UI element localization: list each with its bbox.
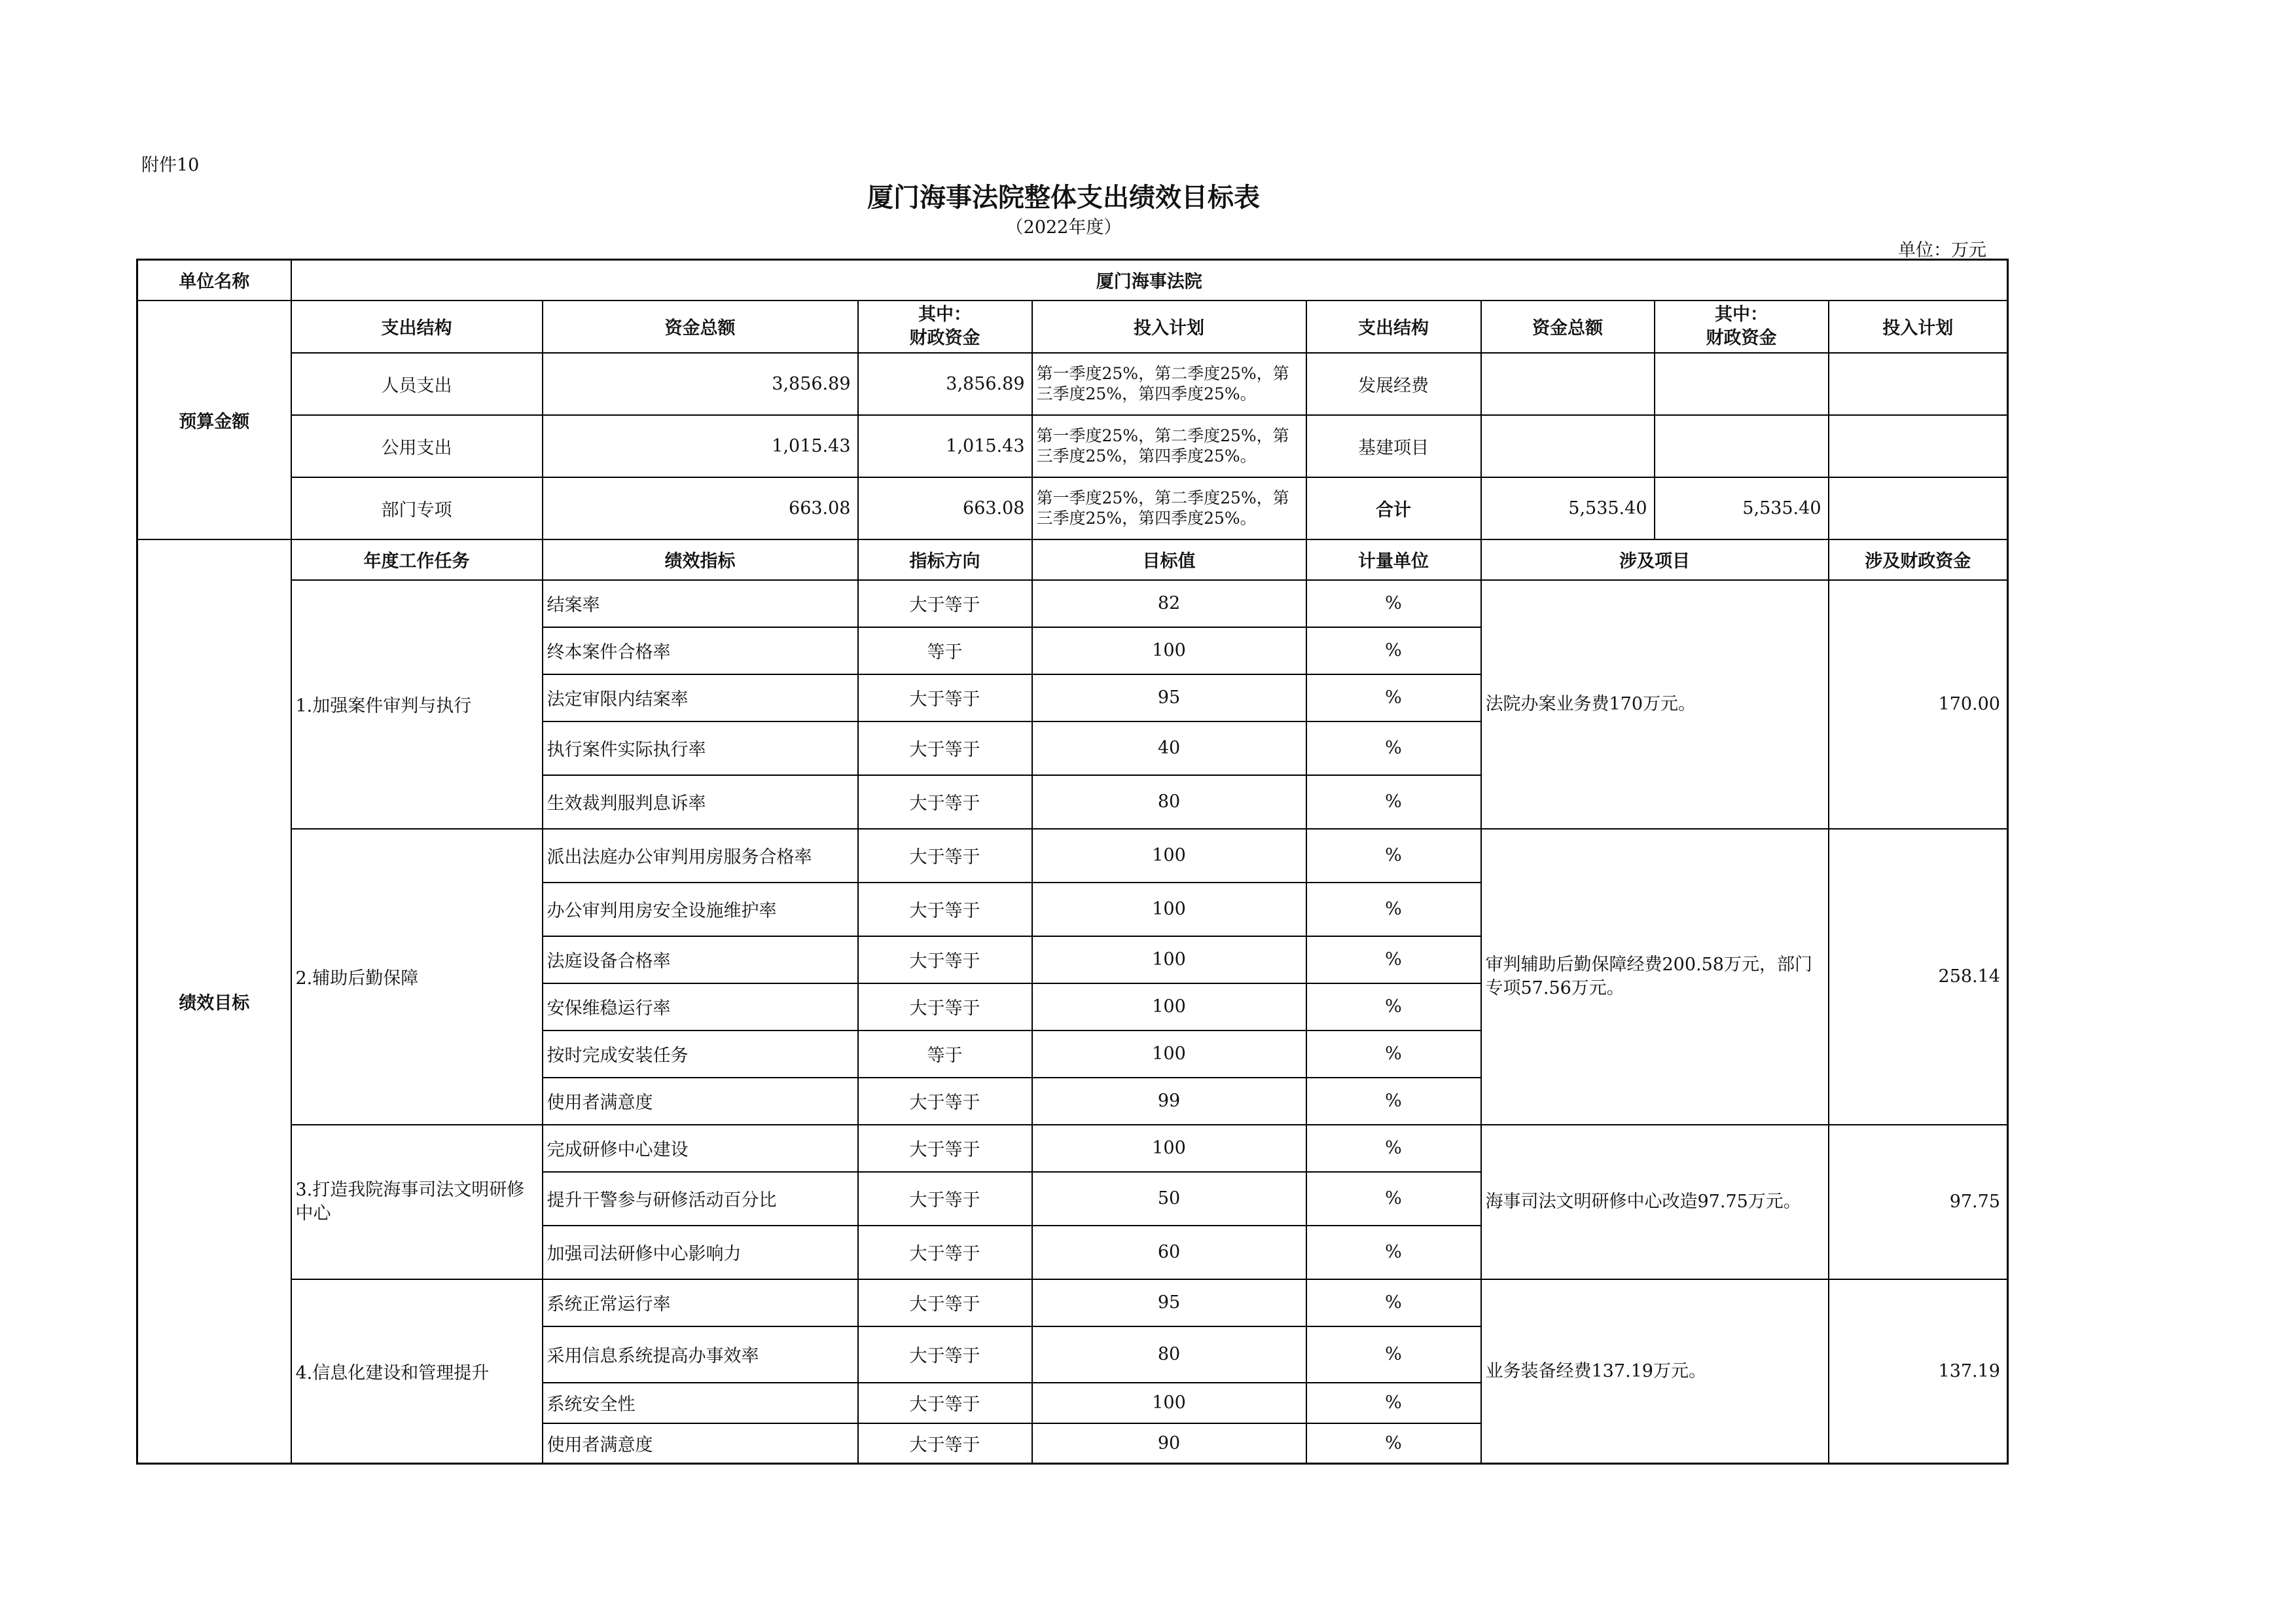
indicator-direction: 大于等于 (858, 721, 1032, 775)
indicator-name: 采用信息系统提高办事效率 (543, 1326, 858, 1383)
performance-header: 目标值 (1032, 539, 1306, 580)
budget-label: 预算金额 (137, 301, 291, 539)
budget-structure-2: 基建项目 (1306, 415, 1481, 477)
indicator-direction: 大于等于 (858, 775, 1032, 829)
budget-header: 其中： 财政资金 (1655, 301, 1829, 353)
budget-total: 663.08 (543, 477, 858, 539)
indicator-direction: 等于 (858, 627, 1032, 674)
indicator-target: 100 (1032, 1383, 1306, 1423)
indicator-target: 60 (1032, 1226, 1306, 1279)
indicator-target: 40 (1032, 721, 1306, 775)
budget-header: 投入计划 (1829, 301, 2008, 353)
budget-total: 3,856.89 (543, 353, 858, 415)
indicator-unit: % (1306, 883, 1481, 936)
budget-total-label: 合计 (1306, 477, 1481, 539)
indicator-row (137, 580, 2008, 627)
budget-structure: 人员支出 (291, 353, 543, 415)
indicator-target: 100 (1032, 829, 1306, 883)
indicator-target: 100 (1032, 1030, 1306, 1078)
indicator-target: 99 (1032, 1078, 1306, 1125)
indicator-name: 法庭设备合格率 (543, 936, 858, 983)
indicator-name: 结案率 (543, 580, 858, 627)
unit-label: 单位：万元 (1898, 240, 1986, 261)
performance-header: 计量单位 (1306, 539, 1481, 580)
indicator-name: 派出法庭办公审判用房服务合格率 (543, 829, 858, 883)
budget-header: 资金总额 (1481, 301, 1655, 353)
indicator-unit: % (1306, 1326, 1481, 1383)
task-name: 4.信息化建设和管理提升 (291, 1279, 543, 1464)
budget-plan: 第一季度25%，第二季度25%，第三季度25%，第四季度25%。 (1032, 415, 1306, 477)
related-funds: 97.75 (1829, 1125, 2008, 1279)
attachment-label: 附件10 (141, 155, 200, 175)
indicator-name: 执行案件实际执行率 (543, 721, 858, 775)
budget-fiscal: 663.08 (858, 477, 1032, 539)
related-project: 业务装备经费137.19万元。 (1481, 1279, 1829, 1464)
budget-structure-2: 发展经费 (1306, 353, 1481, 415)
budget-fiscal: 3,856.89 (858, 353, 1032, 415)
indicator-unit: % (1306, 721, 1481, 775)
indicator-direction: 大于等于 (858, 983, 1032, 1030)
indicator-target: 50 (1032, 1172, 1306, 1226)
indicator-target: 95 (1032, 674, 1306, 721)
indicator-unit: % (1306, 775, 1481, 829)
performance-header: 涉及项目 (1481, 539, 1829, 580)
indicator-target: 90 (1032, 1423, 1306, 1464)
indicator-name: 使用者满意度 (543, 1423, 858, 1464)
indicator-row (137, 829, 2008, 883)
indicator-direction: 大于等于 (858, 936, 1032, 983)
related-funds: 170.00 (1829, 580, 2008, 829)
indicator-row (137, 1279, 2008, 1326)
indicator-name: 办公审判用房安全设施维护率 (543, 883, 858, 936)
task-name: 2.辅助后勤保障 (291, 829, 543, 1125)
indicator-name: 生效裁判服判息诉率 (543, 775, 858, 829)
budget-fiscal-2 (1655, 353, 1829, 415)
indicator-unit: % (1306, 1172, 1481, 1226)
budget-row (137, 477, 2008, 539)
indicator-unit: % (1306, 674, 1481, 721)
budget-plan: 第一季度25%，第二季度25%，第三季度25%，第四季度25%。 (1032, 477, 1306, 539)
year-subtitle: （2022年度） (1005, 217, 1122, 238)
indicator-name: 安保维稳运行率 (543, 983, 858, 1030)
indicator-unit: % (1306, 1423, 1481, 1464)
indicator-unit: % (1306, 1078, 1481, 1125)
budget-plan-2 (1829, 415, 2008, 477)
indicator-direction: 大于等于 (858, 1078, 1032, 1125)
performance-header: 指标方向 (858, 539, 1032, 580)
indicator-direction: 大于等于 (858, 580, 1032, 627)
indicator-unit: % (1306, 1279, 1481, 1326)
budget-header-row (137, 301, 2008, 353)
indicator-name: 终本案件合格率 (543, 627, 858, 674)
task-name: 3.打造我院海事司法文明研修中心 (291, 1125, 543, 1279)
indicator-direction: 大于等于 (858, 1383, 1032, 1423)
indicator-target: 100 (1032, 627, 1306, 674)
indicator-direction: 大于等于 (858, 1423, 1032, 1464)
budget-header: 支出结构 (1306, 301, 1481, 353)
indicator-target: 100 (1032, 1125, 1306, 1172)
performance-header: 绩效指标 (543, 539, 858, 580)
performance-table (136, 259, 2009, 1465)
indicator-unit: % (1306, 1226, 1481, 1279)
indicator-direction: 大于等于 (858, 883, 1032, 936)
related-project: 海事司法文明研修中心改造97.75万元。 (1481, 1125, 1829, 1279)
indicator-direction: 大于等于 (858, 1279, 1032, 1326)
unit-row (137, 260, 2008, 301)
indicator-name: 提升干警参与研修活动百分比 (543, 1172, 858, 1226)
indicator-row (137, 1125, 2008, 1172)
budget-row (137, 415, 2008, 477)
indicator-direction: 大于等于 (858, 1226, 1032, 1279)
budget-plan-2 (1829, 353, 2008, 415)
budget-header: 其中： 财政资金 (858, 301, 1032, 353)
unit-name-value: 厦门海事法院 (291, 260, 2008, 301)
indicator-name: 完成研修中心建设 (543, 1125, 858, 1172)
performance-header-row (137, 539, 2008, 580)
related-project: 法院办案业务费170万元。 (1481, 580, 1829, 829)
indicator-unit: % (1306, 983, 1481, 1030)
indicator-direction: 等于 (858, 1030, 1032, 1078)
indicator-target: 100 (1032, 983, 1306, 1030)
indicator-unit: % (1306, 1125, 1481, 1172)
budget-header: 资金总额 (543, 301, 858, 353)
budget-fiscal-2: 5,535.40 (1655, 477, 1829, 539)
budget-total-2 (1481, 353, 1655, 415)
indicator-name: 系统正常运行率 (543, 1279, 858, 1326)
indicator-unit: % (1306, 627, 1481, 674)
related-project: 审判辅助后勤保障经费200.58万元，部门专项57.56万元。 (1481, 829, 1829, 1125)
indicator-direction: 大于等于 (858, 1326, 1032, 1383)
indicator-unit: % (1306, 829, 1481, 883)
indicator-target: 100 (1032, 936, 1306, 983)
budget-plan: 第一季度25%，第二季度25%，第三季度25%，第四季度25%。 (1032, 353, 1306, 415)
task-name: 1.加强案件审判与执行 (291, 580, 543, 829)
indicator-target: 100 (1032, 883, 1306, 936)
performance-header: 年度工作任务 (291, 539, 543, 580)
budget-total-2 (1481, 415, 1655, 477)
indicator-name: 使用者满意度 (543, 1078, 858, 1125)
indicator-name: 按时完成安装任务 (543, 1030, 858, 1078)
budget-header: 投入计划 (1032, 301, 1306, 353)
performance-label: 绩效目标 (137, 539, 291, 1464)
budget-fiscal-2 (1655, 415, 1829, 477)
page-title: 厦门海事法院整体支出绩效目标表 (867, 183, 1260, 213)
indicator-name: 加强司法研修中心影响力 (543, 1226, 858, 1279)
budget-fiscal: 1,015.43 (858, 415, 1032, 477)
budget-plan-2 (1829, 477, 2008, 539)
indicator-unit: % (1306, 936, 1481, 983)
budget-total: 1,015.43 (543, 415, 858, 477)
budget-row (137, 353, 2008, 415)
indicator-target: 80 (1032, 1326, 1306, 1383)
indicator-target: 95 (1032, 1279, 1306, 1326)
related-funds: 137.19 (1829, 1279, 2008, 1464)
unit-name-label: 单位名称 (137, 260, 291, 301)
indicator-direction: 大于等于 (858, 829, 1032, 883)
indicator-direction: 大于等于 (858, 1172, 1032, 1226)
indicator-unit: % (1306, 1030, 1481, 1078)
indicator-direction: 大于等于 (858, 674, 1032, 721)
budget-total-2: 5,535.40 (1481, 477, 1655, 539)
budget-structure: 公用支出 (291, 415, 543, 477)
budget-structure: 部门专项 (291, 477, 543, 539)
indicator-direction: 大于等于 (858, 1125, 1032, 1172)
indicator-name: 法定审限内结案率 (543, 674, 858, 721)
indicator-unit: % (1306, 1383, 1481, 1423)
indicator-name: 系统安全性 (543, 1383, 858, 1423)
performance-header: 涉及财政资金 (1829, 539, 2008, 580)
related-funds: 258.14 (1829, 829, 2008, 1125)
indicator-unit: % (1306, 580, 1481, 627)
indicator-target: 82 (1032, 580, 1306, 627)
budget-header: 支出结构 (291, 301, 543, 353)
indicator-target: 80 (1032, 775, 1306, 829)
